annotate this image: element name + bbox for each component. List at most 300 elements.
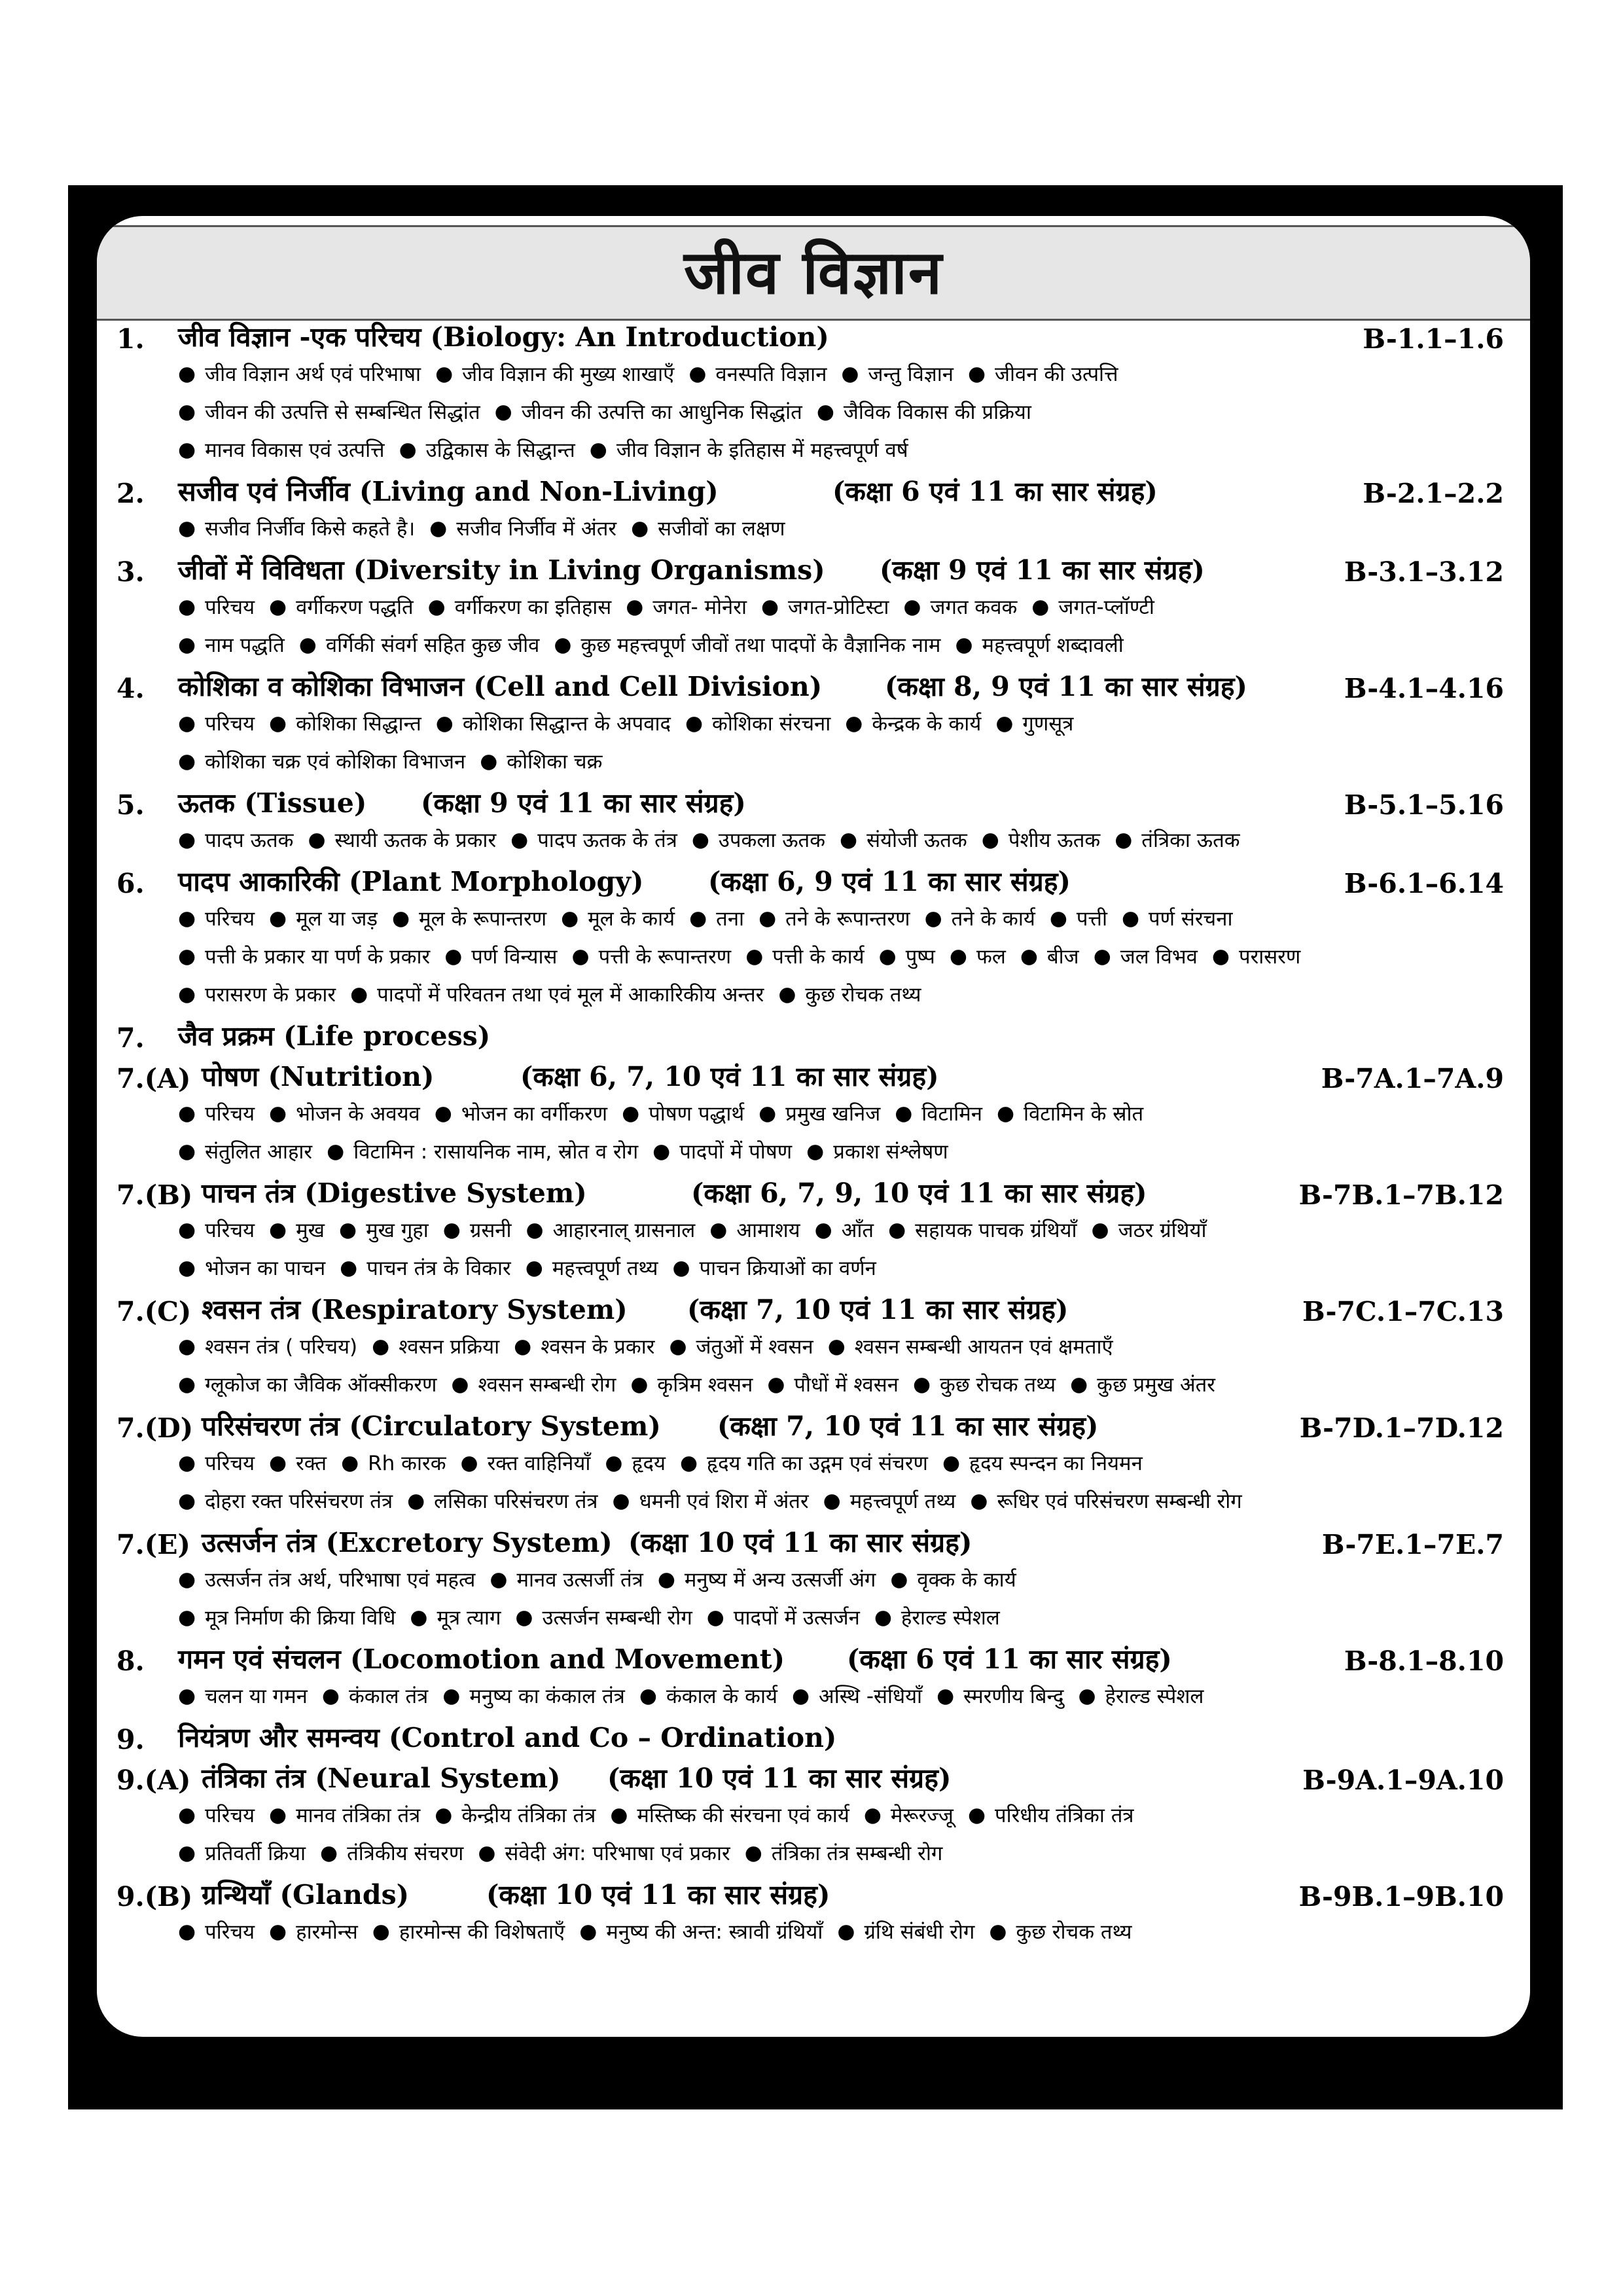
bullet-icon: ● [178, 400, 196, 423]
bullet-icon: ● [490, 1568, 508, 1591]
bullet-icon: ● [510, 828, 529, 852]
topic-item: आहारनाल् ग्रासनाल [552, 1219, 696, 1242]
section-heading [116, 1170, 1504, 1211]
topic-item: लसिका परिसंचरण तंत्र [434, 1490, 598, 1513]
bullet-icon: ● [178, 1451, 196, 1475]
topic-item: पुष्प [905, 945, 935, 969]
topic-item: जीवन की उत्पत्ति का आधुनिक सिद्धांत [521, 401, 802, 424]
topic-item: जंतुओं में श्वसन [696, 1335, 813, 1359]
page-range: B-7B.1–7B.12 [1298, 1179, 1504, 1211]
topic-item: सजीवों का लक्षण [658, 517, 785, 541]
topic-item: विटामिन : रासायनिक नाम, स्रोत व रोग [353, 1140, 639, 1164]
section-heading [116, 1013, 1504, 1054]
topic-item: नाम पद्धति [205, 634, 285, 657]
bullet-icon: ● [327, 1139, 345, 1163]
topic-item: कोशिका चक्र [507, 750, 603, 774]
class-range: (कक्षा 9 एवं 11 का सार संग्रह) [880, 554, 1205, 586]
section-heading [116, 1715, 1504, 1755]
bullet-icon: ● [1121, 906, 1140, 930]
topic-item: Rh कारक [368, 1452, 446, 1475]
section-heading [116, 780, 1504, 821]
bullet-icon: ● [924, 906, 942, 930]
bullet-icon: ● [605, 1451, 623, 1475]
bullet-icon: ● [178, 1335, 196, 1358]
bullet-icon: ● [178, 1139, 196, 1163]
bullet-icon: ● [178, 362, 196, 386]
bullet-icon: ● [178, 1102, 196, 1125]
class-range: (कक्षा 6 एवं 11 का सार संग्रह) [847, 1643, 1172, 1675]
topic-item: मुख गुहा [366, 1219, 429, 1242]
topic-item: पत्ती [1076, 907, 1107, 931]
topic-item: परिचय [205, 1920, 255, 1944]
bullet-icon: ● [442, 1684, 461, 1708]
bullet-icon: ● [912, 1372, 931, 1396]
topic-item: पादप ऊतक [205, 829, 294, 852]
section-heading [116, 1636, 1504, 1677]
bullet-icon: ● [758, 906, 777, 930]
page-title: जीव विज्ञान [683, 238, 944, 308]
topic-item: भोजन का वर्गीकरण [461, 1102, 608, 1126]
bullet-icon: ● [269, 1803, 287, 1827]
topic-item: कोशिका सिद्धान्त के अपवाद [462, 712, 671, 736]
topic-item: कुछ महत्त्वपूर्ण जीवों तथा पादपों के वैज्ञानिक नाम [580, 634, 941, 657]
section-title: तंत्रिका तंत्र (Neural System) [202, 1763, 561, 1794]
bullet-icon: ● [709, 1218, 728, 1242]
section-number: 6. [116, 868, 145, 899]
topic-line [116, 355, 1504, 393]
bullet-icon: ● [554, 633, 572, 656]
contents-card [97, 216, 1530, 2037]
topic-line [116, 1482, 1504, 1520]
topic-item: वर्गीकरण का इतिहास [454, 596, 612, 619]
bullet-icon: ● [269, 1102, 287, 1125]
topic-item: आँत [841, 1219, 874, 1242]
bullet-icon: ● [571, 944, 590, 968]
bullet-icon: ● [435, 362, 454, 386]
topic-item: प्रतिवर्ती क्रिया [205, 1842, 306, 1865]
topic-item: कुछ रोचक तथ्य [1016, 1920, 1132, 1944]
topic-item: मूल के रूपान्तरण [419, 907, 547, 931]
bullet-icon: ● [372, 1335, 390, 1358]
bullet-icon: ● [341, 1451, 359, 1475]
topic-item: बीज [1046, 945, 1079, 969]
section-title: जैव प्रक्रम (Life process) [178, 1020, 491, 1052]
topic-line [116, 431, 1504, 469]
bullet-icon: ● [745, 944, 764, 968]
bullet-icon: ● [1078, 1684, 1096, 1708]
bullet-icon: ● [630, 1372, 649, 1396]
section-title: सजीव एवं निर्जीव (Living and Non-Living) [178, 476, 719, 507]
bullet-icon: ● [298, 633, 317, 656]
bullet-icon: ● [996, 1102, 1015, 1125]
topic-item: मूल के कार्य [588, 907, 675, 931]
topic-item: तने के रूपान्तरण [785, 907, 910, 931]
bullet-icon: ● [874, 1605, 892, 1629]
bullet-icon: ● [178, 1218, 196, 1242]
bullet-icon: ● [827, 1335, 846, 1358]
bullet-icon: ● [178, 438, 196, 461]
topic-item: श्वसन तंत्र ( परिचय) [205, 1335, 358, 1359]
topic-item: हृदय स्पन्दन का नियमन [969, 1452, 1143, 1475]
bullet-icon: ● [339, 1218, 357, 1242]
bullet-icon: ● [626, 595, 644, 619]
topic-item: हृदय गति का उद्गम एवं संचरण [707, 1452, 928, 1475]
section-title: पोषण (Nutrition) [202, 1061, 435, 1092]
topic-item: पाचन क्रियाओं का वर्णन [699, 1257, 876, 1280]
topic-item: श्वसन सम्बन्धी आयतन एवं क्षमताएँ [854, 1335, 1113, 1359]
section-number: 8. [116, 1645, 145, 1677]
bullet-icon: ● [760, 595, 779, 619]
topic-item: स्थायी ऊतक के प्रकार [334, 829, 497, 852]
bullet-icon: ● [178, 1605, 196, 1629]
class-range: (कक्षा 8, 9 एवं 11 का सार संग्रह) [885, 671, 1247, 702]
topic-line [116, 1327, 1504, 1365]
bullet-icon: ● [320, 1841, 338, 1865]
bullet-icon: ● [178, 982, 196, 1006]
bullet-icon: ● [845, 711, 863, 735]
section-heading [116, 1054, 1504, 1094]
bullet-icon: ● [840, 828, 858, 852]
topic-item: परिचय [205, 712, 255, 736]
bullet-icon: ● [340, 1256, 358, 1280]
bullet-icon: ● [434, 1102, 452, 1125]
topic-item: कोशिका संरचना [712, 712, 831, 736]
bullet-icon: ● [669, 1335, 687, 1358]
topic-item: रक्त [296, 1452, 327, 1475]
bullet-icon: ● [657, 1568, 675, 1591]
bullet-icon: ● [612, 1489, 630, 1513]
bullet-icon: ● [758, 1102, 777, 1125]
bullet-icon: ● [514, 1335, 532, 1358]
bullet-icon: ● [178, 1568, 196, 1591]
topic-item: जन्तु विज्ञान [868, 363, 954, 386]
topic-item: मनुष्य की अन्त: स्त्रावी ग्रंथियाँ [606, 1920, 823, 1944]
bullet-icon: ● [269, 595, 287, 619]
topic-item: परिचय [205, 1219, 255, 1242]
topic-item: हेराल्ड स्पेशल [901, 1606, 1000, 1630]
section-title: नियंत्रण और समन्वय (Control and Co – Ordination) [178, 1722, 837, 1753]
topic-item: कंकाल तंत्र [348, 1685, 429, 1708]
section-title: कोशिका व कोशिका विभाजन (Cell and Cell Division) [178, 671, 823, 702]
section-title: पादप आकारिकी (Plant Morphology) [178, 866, 644, 897]
page-range: B-7C.1–7C.13 [1302, 1296, 1504, 1327]
bullet-icon: ● [407, 1489, 425, 1513]
topic-item: वृक्क के कार्य [917, 1568, 1016, 1592]
topic-item: पत्ती के प्रकार या पर्ण के प्रकार [205, 945, 431, 969]
section-number: 3. [116, 556, 145, 588]
topic-item: महत्त्वपूर्ण तथ्य [552, 1257, 658, 1280]
bullet-icon: ● [1070, 1372, 1088, 1396]
bullet-icon: ● [967, 1803, 986, 1827]
bullet-icon: ● [515, 1605, 533, 1629]
topic-item: पौधों में श्वसन [794, 1373, 899, 1397]
section-number: 5. [116, 789, 145, 821]
bullet-icon: ● [451, 1372, 469, 1396]
page-range: B-4.1–4.16 [1344, 673, 1504, 704]
bullet-icon: ● [429, 516, 448, 540]
topic-item: तंत्रिकीय संचरण [347, 1842, 464, 1865]
topic-item: जठर ग्रंथियाँ [1118, 1219, 1207, 1242]
section-heading [116, 547, 1504, 588]
topic-item: परिचय [205, 596, 255, 619]
topic-item: जगत-प्लॉण्टी [1058, 596, 1154, 619]
topic-item: भोजन के अवयव [296, 1102, 420, 1126]
bullet-icon: ● [460, 1451, 478, 1475]
section-title: उत्सर्जन तंत्र (Excretory System) [202, 1527, 613, 1558]
topic-item: हेराल्ड स्पेशल [1105, 1685, 1204, 1708]
topic-item: मस्तिष्क की संरचना एवं कार्य [637, 1804, 849, 1827]
bullet-icon: ● [841, 362, 859, 386]
topic-item: रूधिर एवं परिसंचरण सम्बन्धी रोग [997, 1490, 1242, 1513]
topic-item: पर्ण संरचना [1149, 907, 1233, 931]
bullet-icon: ● [903, 595, 921, 619]
page-range: B-7D.1–7D.12 [1299, 1412, 1504, 1444]
section-heading [116, 1287, 1504, 1327]
bullet-icon: ● [652, 1139, 671, 1163]
section-title: गमन एवं संचलन (Locomotion and Movement) [178, 1643, 785, 1675]
section-number: 2. [116, 478, 145, 509]
page-range: B-3.1–3.12 [1344, 556, 1504, 588]
bullet-icon: ● [178, 1684, 196, 1708]
section-number: 7.(C) [116, 1296, 192, 1327]
topic-item: कुछ रोचक तथ्य [940, 1373, 1056, 1397]
topic-item: सहायक पाचक ग्रंथियाँ [915, 1219, 1077, 1242]
topic-item: महत्त्वपूर्ण तथ्य [849, 1490, 956, 1513]
topic-item: पेशीय ऊतक [1008, 829, 1101, 852]
bullet-icon: ● [672, 1256, 690, 1280]
topic-item: कृत्रिम श्वसन [657, 1373, 753, 1397]
bullet-icon: ● [178, 1489, 196, 1513]
bullet-icon: ● [526, 1218, 544, 1242]
topic-item: हारमोन्स [296, 1920, 358, 1944]
topic-item: परिधीय तंत्रिका तंत्र [995, 1804, 1134, 1827]
topic-item: दोहरा रक्त परिसंचरण तंत्र [205, 1490, 393, 1513]
topic-item: कोशिका चक्र एवं कोशिका विभाजन [205, 750, 466, 774]
topic-item: तंत्रिका ऊतक [1141, 829, 1240, 852]
topic-item: प्रमुख खनिज [785, 1102, 881, 1126]
class-range: (कक्षा 9 एवं 11 का सार संग्रह) [421, 787, 746, 819]
topic-line [116, 509, 1504, 547]
topic-line [116, 1444, 1504, 1482]
class-range: (कक्षा 6, 7, 10 एवं 11 का सार संग्रह) [520, 1061, 939, 1092]
bullet-icon: ● [525, 1256, 543, 1280]
section-title: परिसंचरण तंत्र (Circulatory System) [202, 1410, 661, 1442]
topic-item: जगत-प्रोटिस्टा [788, 596, 889, 619]
bullet-icon: ● [706, 1605, 724, 1629]
topic-item: परिचय [205, 1102, 255, 1126]
topic-line [116, 899, 1504, 937]
bullet-icon: ● [888, 1218, 906, 1242]
page-range: B-2.1–2.2 [1363, 478, 1504, 509]
topic-item: कुछ रोचक तथ्य [805, 983, 921, 1007]
bullet-icon: ● [444, 944, 463, 968]
bullet-icon: ● [691, 828, 709, 852]
bullet-icon: ● [391, 906, 410, 930]
bullet-icon: ● [435, 1803, 453, 1827]
section-heading [116, 1403, 1504, 1444]
topic-item: श्वसन सम्बन्धी रोग [478, 1373, 616, 1397]
bullet-icon: ● [955, 633, 973, 656]
topic-item: पत्ती के रूपान्तरण [598, 945, 732, 969]
class-range: (कक्षा 7, 10 एवं 11 का सार संग्रह) [717, 1410, 1099, 1442]
bullet-icon: ● [1211, 944, 1230, 968]
bullet-icon: ● [936, 1684, 955, 1708]
section-number: 9. [116, 1724, 145, 1755]
topic-item: उपकला ऊतक [718, 829, 826, 852]
topic-item: तना [716, 907, 745, 931]
title-band [97, 225, 1530, 321]
bullet-icon: ● [890, 1568, 908, 1591]
bullet-icon: ● [435, 711, 454, 735]
bullet-icon: ● [372, 1920, 390, 1943]
bullet-icon: ● [622, 1102, 640, 1125]
bullet-icon: ● [410, 1605, 428, 1629]
topic-item: श्वसन प्रक्रिया [399, 1335, 500, 1359]
class-range: (कक्षा 6, 7, 9, 10 एवं 11 का सार संग्रह) [691, 1177, 1147, 1209]
topic-item: चलन या गमन [205, 1685, 308, 1708]
topic-item: संयोजी ऊतक [866, 829, 967, 852]
bullet-icon: ● [1093, 944, 1111, 968]
topic-item: मूत्र निर्माण की क्रिया विधि [205, 1606, 396, 1630]
topic-item: स्मरणीय बिन्दु [963, 1685, 1064, 1708]
section-title: जीव विज्ञान -एक परिचय (Biology: An Introduction) [178, 321, 829, 353]
topic-item: पादप ऊतक के तंत्र [537, 829, 677, 852]
topic-item: जीव विज्ञान के इतिहास में महत्त्वपूर्ण वर्ष [616, 439, 908, 462]
page-range: B-8.1–8.10 [1344, 1645, 1504, 1677]
topic-line [116, 1249, 1504, 1287]
topic-item: संवेदी अंग: परिभाषा एवं प्रकार [505, 1842, 730, 1865]
topic-item: अस्थि -संधियाँ [819, 1685, 923, 1708]
topic-item: पादपों में पोषण [679, 1140, 793, 1164]
bullet-icon: ● [480, 749, 498, 773]
section-heading [116, 1755, 1504, 1796]
bullet-icon: ● [269, 1920, 287, 1943]
topic-item: परिचय [205, 1452, 255, 1475]
topic-line [116, 1560, 1504, 1598]
topic-item: उत्सर्जन तंत्र अर्थ, परिभाषा एवं महत्व [205, 1568, 476, 1592]
bullet-icon: ● [178, 711, 196, 735]
topic-item: विटामिन [921, 1102, 982, 1126]
table-of-contents [116, 314, 1504, 1950]
bullet-icon: ● [995, 711, 1014, 735]
section-title: श्वसन तंत्र (Respiratory System) [202, 1294, 628, 1325]
section-number: 7.(D) [116, 1412, 194, 1444]
topic-item: गुणसूत्र [1022, 712, 1074, 736]
topic-item: पाचन तंत्र के विकार [366, 1257, 511, 1280]
topic-item: उद्विकास के सिद्धान्त [425, 439, 575, 462]
topic-item: जैविक विकास की प्रक्रिया [843, 401, 1031, 424]
class-range: (कक्षा 10 एवं 11 का सार संग्रह) [486, 1879, 830, 1910]
topic-line [116, 1211, 1504, 1249]
bullet-icon: ● [399, 438, 417, 461]
topic-line [116, 1912, 1504, 1950]
bullet-icon: ● [589, 438, 607, 461]
bullet-icon: ● [837, 1920, 855, 1943]
bullet-icon: ● [970, 1489, 988, 1513]
topic-item: संतुलित आहार [205, 1140, 313, 1164]
bullet-icon: ● [814, 1218, 832, 1242]
topic-item: परिचय [205, 907, 255, 931]
bullet-icon: ● [321, 1684, 340, 1708]
bullet-icon: ● [895, 1102, 913, 1125]
bullet-icon: ● [631, 516, 649, 540]
bullet-icon: ● [1115, 828, 1133, 852]
page-range: B-9B.1–9B.10 [1298, 1881, 1504, 1912]
class-range: (कक्षा 10 एवं 11 का सार संग्रह) [628, 1527, 972, 1558]
bullet-icon: ● [178, 1803, 196, 1827]
topic-item: पत्ती के कार्य [772, 945, 865, 969]
class-range: (कक्षा 10 एवं 11 का सार संग्रह) [607, 1763, 952, 1794]
section-title: ऊतक (Tissue) [178, 787, 367, 819]
topic-item: रक्त वाहिनियाँ [487, 1452, 591, 1475]
bullet-icon: ● [823, 1489, 841, 1513]
bullet-icon: ● [427, 595, 446, 619]
topic-item: परासरण के प्रकार [205, 983, 336, 1007]
section-number: 9.(B) [116, 1881, 193, 1912]
section-number: 7.(A) [116, 1063, 191, 1094]
topic-item: मानव विकास एवं उत्पत्ति [205, 439, 385, 462]
section-heading [116, 1872, 1504, 1912]
section-title: ग्रन्थियाँ (Glands) [202, 1879, 410, 1910]
bullet-icon: ● [350, 982, 368, 1006]
topic-item: महत्त्वपूर्ण शब्दावली [982, 634, 1124, 657]
bullet-icon: ● [178, 828, 196, 852]
bullet-icon: ● [688, 362, 707, 386]
bullet-icon: ● [178, 906, 196, 930]
topic-item: तने के कार्य [951, 907, 1035, 931]
bullet-icon: ● [791, 1684, 810, 1708]
topic-item: ग्रंथि संबंधी रोग [864, 1920, 975, 1944]
bullet-icon: ● [442, 1218, 461, 1242]
topic-item: कंकाल के कार्य [666, 1685, 777, 1708]
bullet-icon: ● [744, 1841, 762, 1865]
topic-item: मनुष्य में अन्य उत्सर्जी अंग [684, 1568, 876, 1592]
topic-item: वनस्पति विज्ञान [715, 363, 827, 386]
bullet-icon: ● [942, 1451, 961, 1475]
topic-item: सजीव निर्जीव किसे कहते है। [205, 517, 416, 541]
topic-item: मानव उत्सर्जी तंत्र [516, 1568, 643, 1592]
section-number: 7.(E) [116, 1529, 190, 1560]
page-range: B-9A.1–9A.10 [1302, 1765, 1504, 1796]
bullet-icon: ● [178, 1841, 196, 1865]
class-range: (कक्षा 6 एवं 11 का सार संग्रह) [832, 476, 1158, 507]
bullet-icon: ● [579, 1920, 597, 1943]
bullet-icon: ● [1091, 1218, 1109, 1242]
topic-line [116, 1677, 1504, 1715]
topic-item: आमाशय [736, 1219, 800, 1242]
section-title: पाचन तंत्र (Digestive System) [202, 1177, 587, 1209]
section-heading [116, 664, 1504, 704]
topic-line [116, 1132, 1504, 1170]
bullet-icon: ● [967, 362, 986, 386]
topic-line [116, 588, 1504, 626]
topic-line [116, 1094, 1504, 1132]
topic-line [116, 1598, 1504, 1636]
topic-line [116, 975, 1504, 1013]
bullet-icon: ● [178, 944, 196, 968]
topic-item: मूल या जड़ [296, 907, 378, 931]
topic-item: जगत कवक [930, 596, 1018, 619]
bullet-icon: ● [981, 828, 999, 852]
bullet-icon: ● [689, 906, 707, 930]
bullet-icon: ● [269, 1451, 287, 1475]
bullet-icon: ● [816, 400, 834, 423]
topic-item: मनुष्य का कंकाल तंत्र [469, 1685, 625, 1708]
bullet-icon: ● [494, 400, 512, 423]
topic-item: वर्गिकी संवर्ग सहित कुछ जीव [325, 634, 540, 657]
page-range: B-1.1–1.6 [1363, 323, 1504, 355]
page-range: B-7A.1–7A.9 [1321, 1063, 1504, 1094]
